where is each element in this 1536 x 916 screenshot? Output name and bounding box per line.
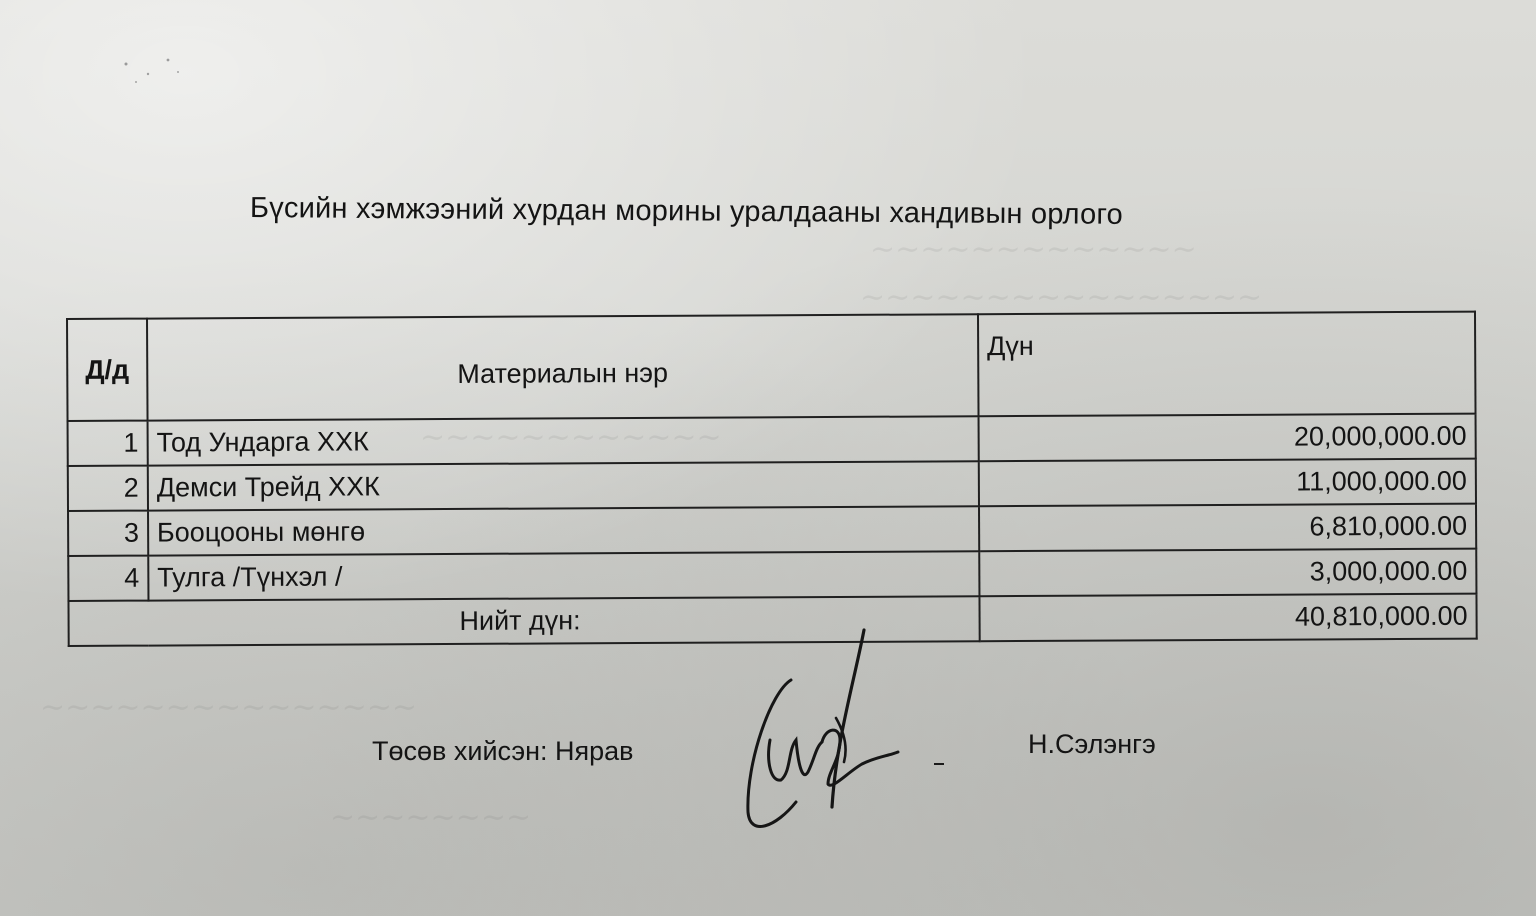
row-number: 4 <box>68 556 148 601</box>
show-through-text: ∼∼∼∼∼∼∼∼∼∼∼∼∼∼∼∼ <box>860 281 1263 314</box>
signature-dash <box>934 763 944 765</box>
print-specks <box>118 44 198 94</box>
row-amount: 3,000,000.00 <box>979 549 1476 597</box>
row-name: Демси Трейд ХХК <box>148 461 979 510</box>
signature-icon <box>736 622 906 837</box>
row-amount: 6,810,000.00 <box>979 504 1476 552</box>
signer-name: Н.Сэлэнгэ <box>1028 729 1156 759</box>
header-material-name: Материалын нэр <box>147 314 979 420</box>
header-amount: Дүн <box>978 312 1476 417</box>
row-amount: 20,000,000.00 <box>978 414 1475 462</box>
document-title: Бүсийн хэмжээний хурдан морины уралдааны хандивын орлого <box>249 192 1123 231</box>
prepared-by-label: Төсөв хийсэн: Нярав <box>372 736 634 766</box>
table-row <box>68 549 1476 601</box>
row-name: Бооцооны мөнгө <box>148 506 979 555</box>
income-table <box>66 311 1478 647</box>
show-through-text: ∼∼∼∼∼∼∼∼∼∼∼∼∼ <box>870 233 1197 266</box>
table-row <box>68 414 1476 466</box>
row-number: 3 <box>68 511 148 556</box>
row-name: Тулга /Түнхэл / <box>148 551 979 600</box>
total-amount: 40,810,000.00 <box>979 594 1476 642</box>
table-row <box>68 504 1476 556</box>
show-through-text: ∼∼∼∼∼∼∼∼ <box>330 801 532 834</box>
total-label: Нийт дүн: <box>68 596 979 646</box>
row-amount: 11,000,000.00 <box>979 459 1476 507</box>
table-row <box>68 459 1476 511</box>
row-number: 1 <box>68 421 148 466</box>
row-name: Тод Ундарга ХХК <box>147 416 978 465</box>
header-number: Д/д <box>67 319 147 421</box>
table-header-row <box>67 312 1476 421</box>
row-number: 2 <box>68 466 148 511</box>
show-through-text: ∼∼∼∼∼∼∼∼∼∼∼∼ <box>420 421 722 454</box>
show-through-text: ∼∼∼∼∼∼∼∼∼∼∼∼∼∼∼ <box>40 691 418 724</box>
